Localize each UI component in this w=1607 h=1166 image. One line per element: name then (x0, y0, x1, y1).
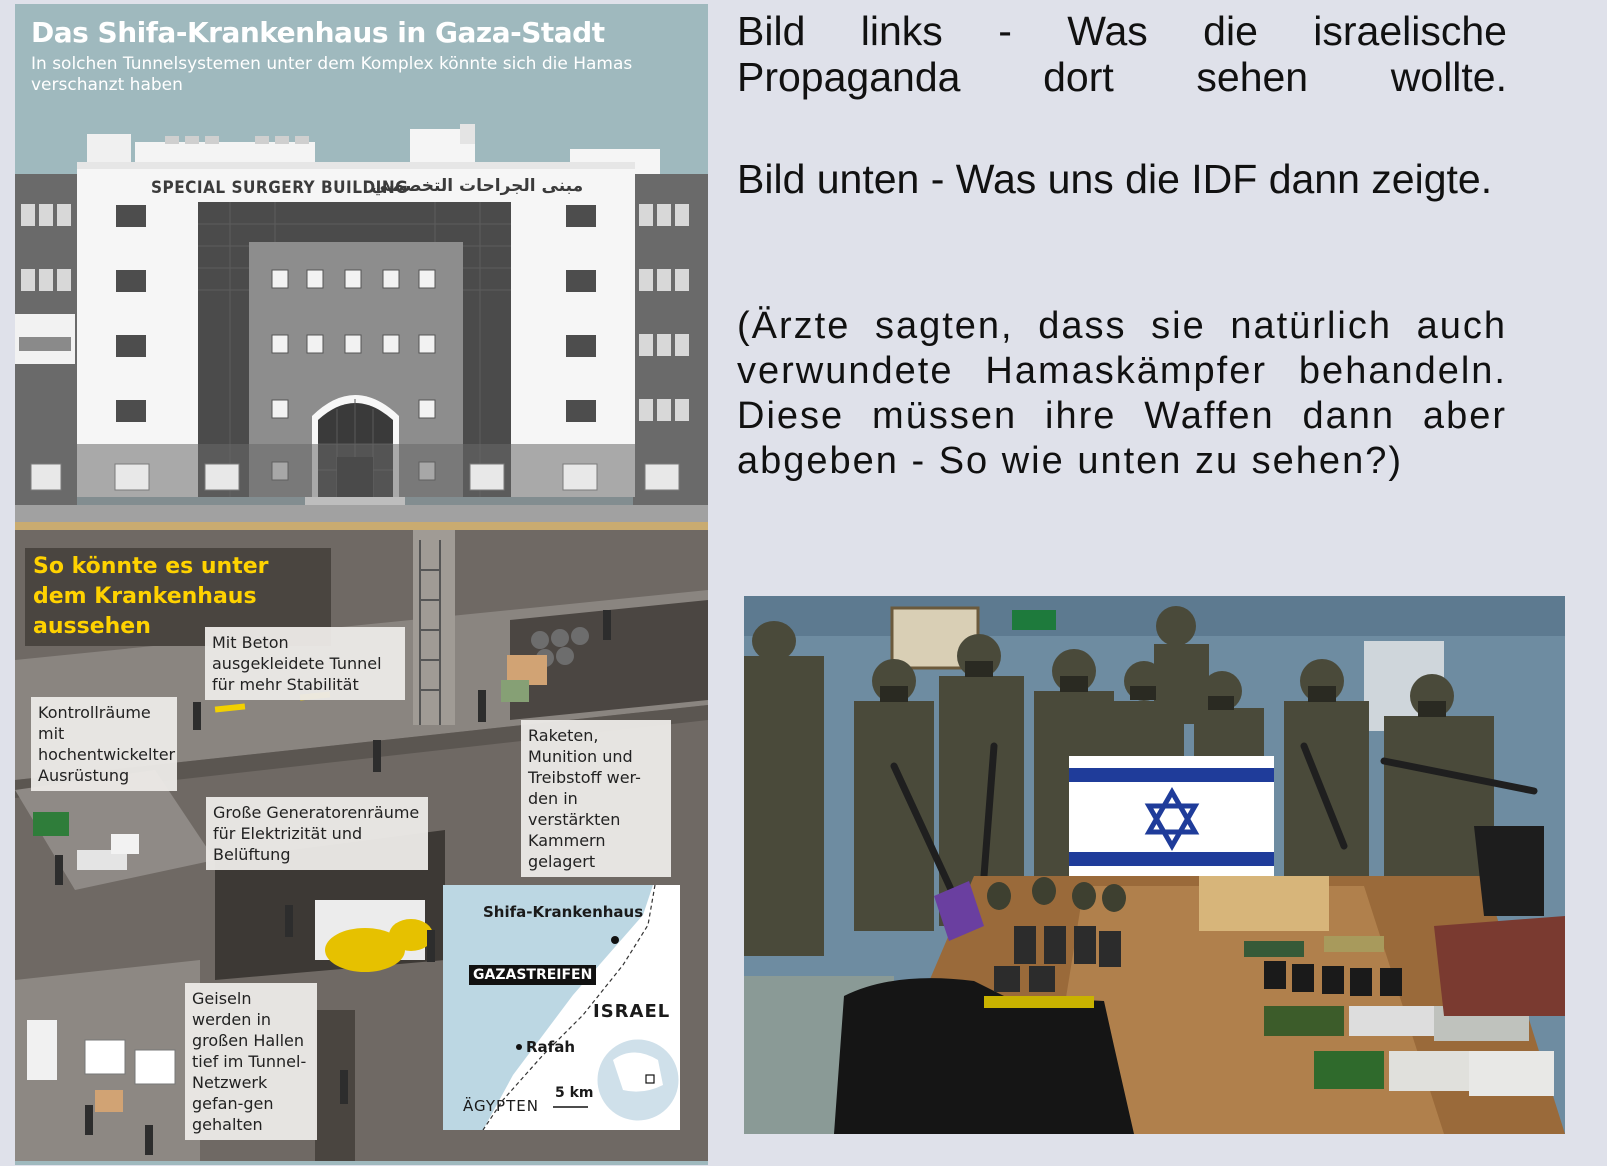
callout-generator-rooms: Große Generatorenräume für Elektrizität und Belüftung (206, 797, 428, 870)
callout-hostage-halls: Geiseln werden in großen Hallen tief im Tunnel-Netzwerk gefan-gen gehalten (185, 983, 317, 1140)
soldiers-photo (744, 596, 1565, 1134)
callout-rocket-storage: Raketen, Munition und Treibstoff wer-den in verstärkten Kammern gelagert (521, 720, 671, 877)
map-label-egypt: ÄGYPTEN (463, 1097, 539, 1115)
infographic-title: Das Shifa-Krankenhaus in Gaza-Stadt (31, 16, 605, 49)
map-label-hospital: Shifa-Krankenhaus (483, 903, 644, 921)
commentary-line-propaganda: Bild links - Was die israelische Propaganda dort sehen wollte. (737, 8, 1507, 100)
map-scale-label: 5 km (555, 1085, 594, 1101)
underground-heading: So könnte es unter dem Krankenhaus aussehen (25, 548, 331, 646)
map-label-rafah: Rafah (526, 1038, 575, 1056)
map-label-gaza-strip: GAZASTREIFEN (469, 965, 596, 985)
infographic-subtitle: In solchen Tunnelsystemen unter dem Komplex könnte sich die Hamas verschanzt haben (31, 54, 633, 95)
israeli-flag (1069, 756, 1274, 876)
commentary-line-idf: Bild unten - Was uns die IDF dann zeigte. (737, 156, 1493, 202)
commentary-paragraph: (Ärzte sagten, dass sie natürlich auch verwundete Hamaskämpfer behandeln. Diese müssen ihre Waffen dann aber abgeben - So wie unten zu sehen?) (737, 305, 1507, 482)
building-sign-english: SPECIAL SURGERY BUILDING (151, 178, 409, 198)
soldiers-with-flag-illustration (744, 596, 1565, 1134)
callout-concrete-tunnels: Mit Beton ausgekleidete Tunnel für mehr Stabilität (205, 627, 405, 700)
gaza-locator-map (443, 885, 680, 1130)
building-sign-arabic: مبنى الجراحات التخصصي (371, 176, 584, 196)
callout-control-rooms: Kontrollräume mit hochentwickelter Ausrüstung (31, 697, 177, 791)
map-label-israel: ISRAEL (593, 1001, 671, 1022)
